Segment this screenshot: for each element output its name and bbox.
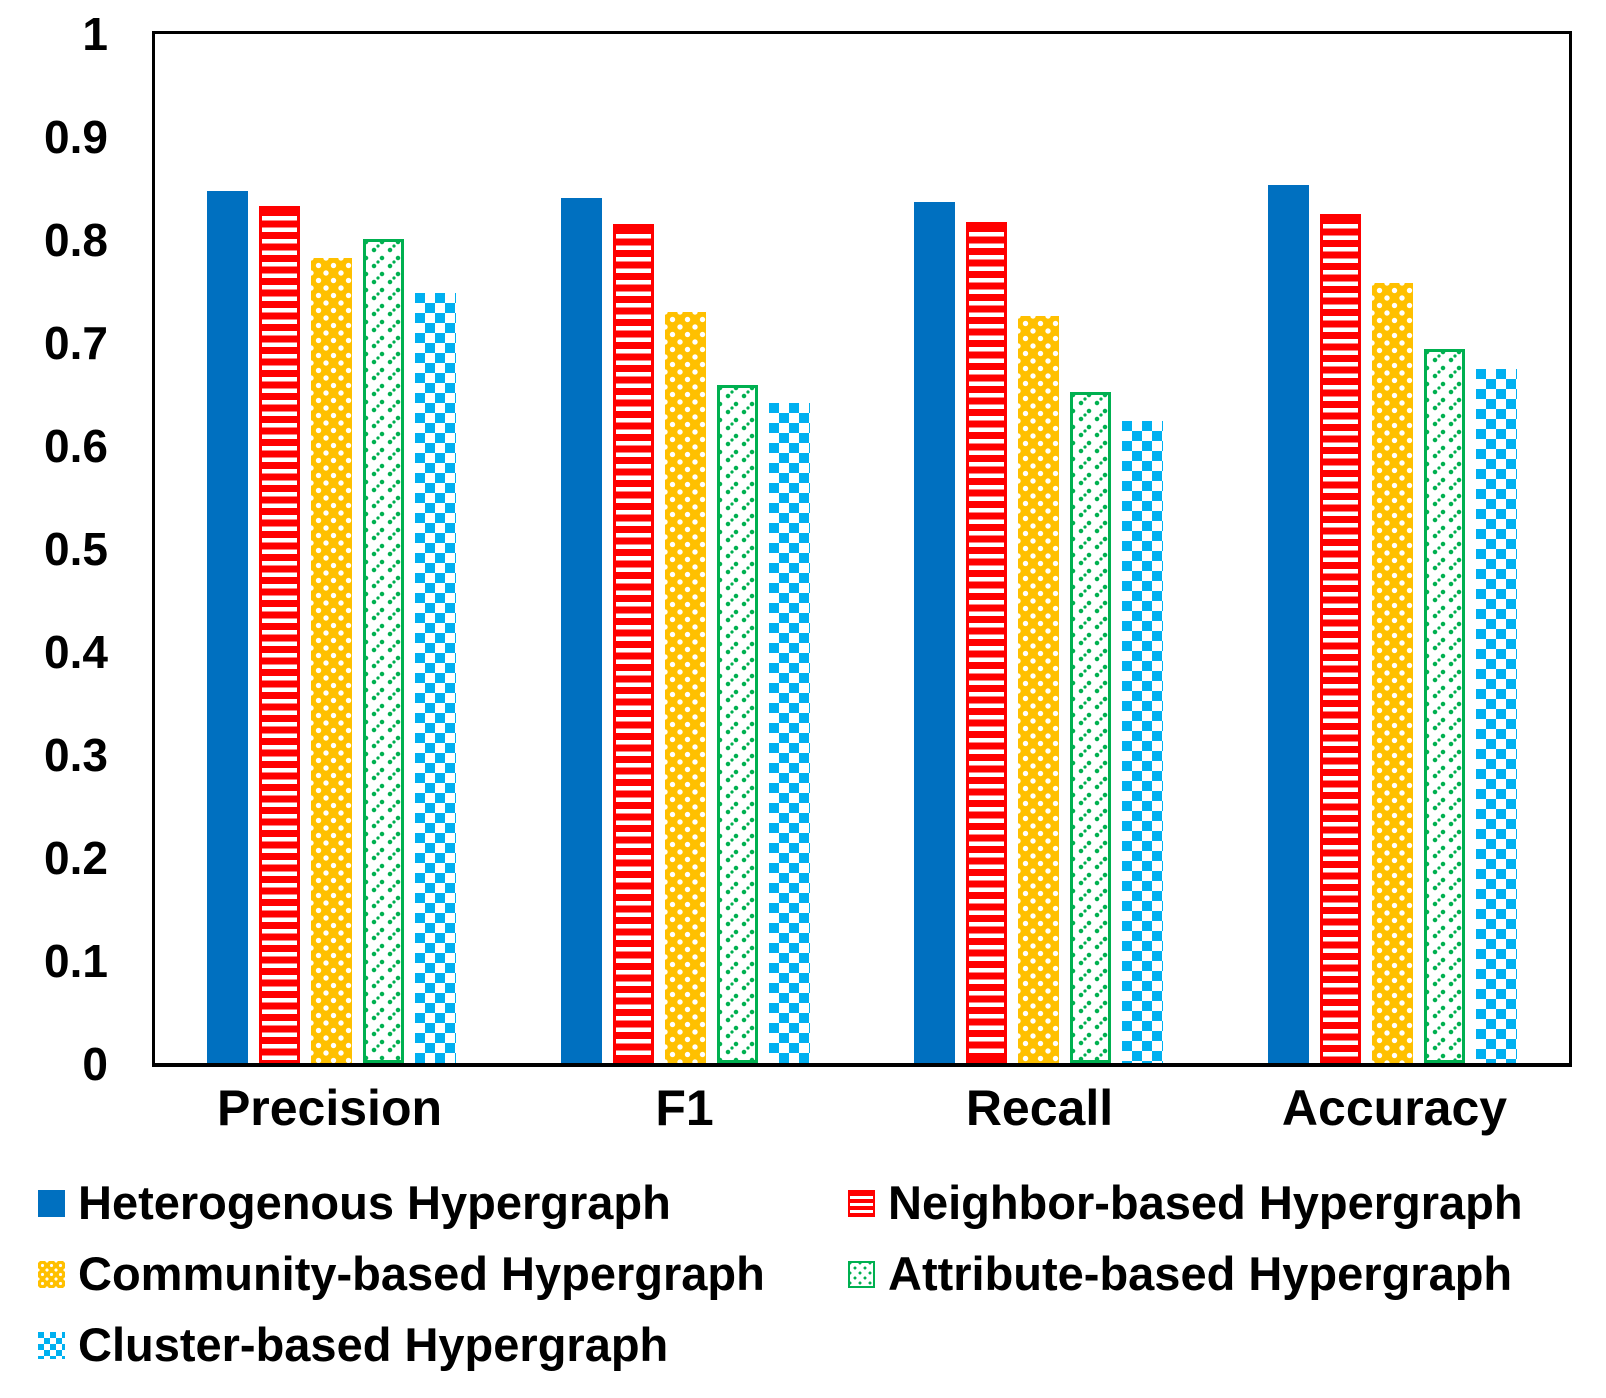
legend-label-heterogenous-hypergraph: Heterogenous Hypergraph [78, 1176, 671, 1229]
bar-attribute-based-hypergraph-precision [363, 239, 404, 1063]
legend-swatch-horizontal-stripes-icon [848, 1190, 875, 1217]
y-axis [0, 8, 112, 1090]
bar-cluster-based-hypergraph-accuracy [1476, 369, 1517, 1063]
y-tick-label-0-6: 0.6 [44, 420, 108, 472]
bar-community-based-hypergraph-precision [311, 258, 352, 1063]
legend-item-neighbor-based-hypergraph [848, 1176, 1598, 1230]
bar-community-based-hypergraph-recall [1018, 316, 1059, 1063]
legend-item-attribute-based-hypergraph [848, 1247, 1598, 1301]
x-category-label-accuracy: Accuracy [1281, 1080, 1508, 1136]
y-tick-label-0-8: 0.8 [44, 214, 108, 266]
y-tick-label-0-5: 0.5 [44, 523, 108, 575]
bar-group-f1 [509, 34, 863, 1063]
bar-neighbor-based-hypergraph-recall [966, 222, 1007, 1063]
bar-heterogenous-hypergraph-recall [914, 202, 955, 1063]
x-category-label-precision: Precision [216, 1080, 443, 1136]
bar-heterogenous-hypergraph-f1 [561, 198, 602, 1063]
legend-swatch-checker-icon [38, 1332, 65, 1359]
legend-label-neighbor-based-hypergraph: Neighbor-based Hypergraph [888, 1176, 1523, 1229]
legend-swatch-green-speckle-icon [848, 1261, 875, 1288]
legend [38, 1176, 1598, 1372]
y-tick-label-0-2: 0.2 [44, 832, 108, 884]
x-axis-labels [152, 1080, 1572, 1136]
legend-label-attribute-based-hypergraph: Attribute-based Hypergraph [888, 1247, 1513, 1300]
bar-neighbor-based-hypergraph-accuracy [1320, 214, 1361, 1063]
legend-item-community-based-hypergraph [38, 1247, 848, 1301]
bar-heterogenous-hypergraph-accuracy [1268, 185, 1309, 1063]
bar-neighbor-based-hypergraph-precision [259, 206, 300, 1063]
bar-community-based-hypergraph-f1 [665, 312, 706, 1063]
y-tick-label-0-1: 0.1 [44, 935, 108, 987]
bar-heterogenous-hypergraph-precision [207, 191, 248, 1063]
y-tick-label-0: 0 [82, 1038, 108, 1090]
bar-cluster-based-hypergraph-recall [1122, 421, 1163, 1063]
bar-attribute-based-hypergraph-accuracy [1424, 349, 1465, 1063]
bar-cluster-based-hypergraph-f1 [769, 403, 810, 1063]
legend-label-cluster-based-hypergraph: Cluster-based Hypergraph [78, 1318, 669, 1371]
legend-swatch-white-dots-icon [38, 1261, 65, 1288]
y-tick-label-0-9: 0.9 [44, 111, 108, 163]
x-category-label-f1: F1 [655, 1080, 714, 1136]
legend-label-community-based-hypergraph: Community-based Hypergraph [78, 1247, 765, 1300]
bar-group-recall [862, 34, 1216, 1063]
bar-group-accuracy [1216, 34, 1570, 1063]
bar-community-based-hypergraph-accuracy [1372, 283, 1413, 1063]
y-tick-label-0-7: 0.7 [44, 317, 108, 369]
legend-item-heterogenous-hypergraph [38, 1176, 848, 1230]
legend-item-cluster-based-hypergraph [38, 1318, 848, 1372]
bar-attribute-based-hypergraph-f1 [717, 385, 758, 1063]
plot-area [152, 31, 1572, 1067]
y-tick-label-1: 1 [82, 8, 108, 60]
bar-neighbor-based-hypergraph-f1 [613, 224, 654, 1063]
y-tick-label-0-4: 0.4 [44, 626, 108, 678]
bar-group-precision [155, 34, 509, 1063]
legend-swatch-solid-icon [38, 1190, 65, 1217]
y-tick-label-0-3: 0.3 [44, 729, 108, 781]
bar-attribute-based-hypergraph-recall [1070, 392, 1111, 1063]
plot-bars [155, 34, 1569, 1063]
bar-cluster-based-hypergraph-precision [415, 293, 456, 1063]
x-category-label-recall: Recall [965, 1080, 1114, 1136]
